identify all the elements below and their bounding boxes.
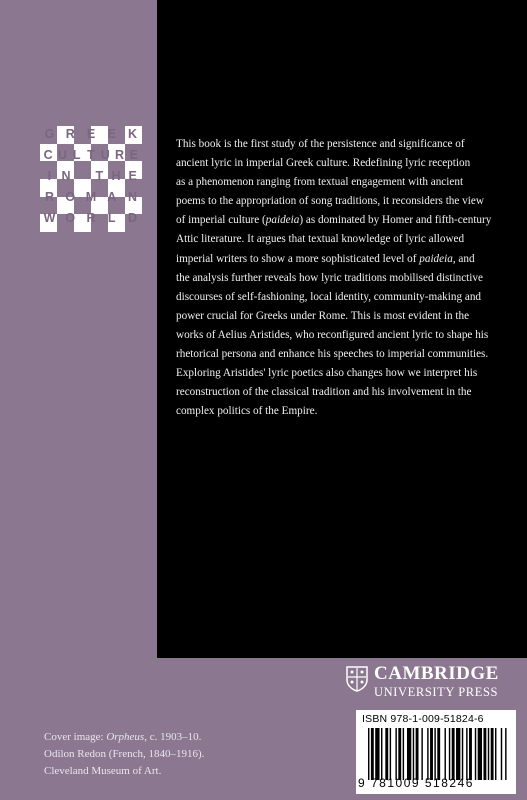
logo-letter: N <box>127 190 138 204</box>
blurb-line: of imperial culture (paideia) as dominated by Homer and fifth-century <box>176 214 492 227</box>
logo-word-row <box>40 210 142 228</box>
publisher-subtitle: UNIVERSITY PRESS <box>374 685 499 699</box>
logo-letter: A <box>107 190 117 204</box>
barcode-bar <box>437 728 440 780</box>
barcode-bar <box>381 728 382 780</box>
blurb-line: discourses of self-fashioning, local identity, community-making and <box>176 290 482 303</box>
barcode-bar <box>452 728 455 780</box>
logo-letter: E <box>128 169 137 183</box>
logo-letter: D <box>127 211 138 225</box>
cover-image-credit <box>44 729 204 780</box>
logo-letter: L <box>107 211 116 225</box>
credit-line-2: Odilon Redon (French, 1840–1916). <box>44 748 205 760</box>
blurb-line: This book is the first study of the persistence and significance of <box>176 138 465 150</box>
credit-artwork-title: Orpheus <box>106 731 145 743</box>
blurb-line: works of Aelius Aristides, who reconfigured ancient lyric to shape his <box>176 328 489 341</box>
barcode-bar <box>413 728 414 780</box>
barcode-bar <box>483 728 486 780</box>
logo-letter: K <box>127 127 138 141</box>
blurb-line: imperial writers to show a more sophisticated level of paideia, and <box>176 252 475 265</box>
logo-letter: C <box>43 148 53 162</box>
logo-letter: U <box>100 148 110 162</box>
blurb-line: reconstruction of the classical tradition and his involvement in the <box>176 386 472 399</box>
logo-letter: T <box>95 169 104 183</box>
barcode-bar <box>478 728 482 780</box>
publisher-name: CAMBRIDGE <box>374 663 499 684</box>
logo-letter: G <box>44 127 55 141</box>
blurb-line: power crucial for Greeks under Rome. This is most evident in the <box>176 309 470 322</box>
logo-letter: U <box>57 148 67 162</box>
blurb-line: the analysis further reveals how lyric traditions mobilised distinctive <box>176 271 483 284</box>
blurb-line: Attic literature. It argues that textual knowledge of lyric allowed <box>176 233 465 246</box>
series-logo-greek-culture-roman-world <box>40 126 142 232</box>
barcode-bar <box>416 728 419 780</box>
logo-letter <box>74 168 91 186</box>
blurb-line: Exploring Aristides' lyric poetics also changes how we interpret his <box>176 367 478 380</box>
barcode-bar <box>371 728 374 780</box>
logo-letter: M <box>85 190 97 204</box>
barcode-bar <box>449 728 450 780</box>
credit-prefix: Cover image: <box>44 731 107 743</box>
barcode-bar <box>488 728 489 780</box>
logo-letter: I <box>47 169 52 183</box>
barcode-bar <box>430 728 433 780</box>
blurb-line: complex politics of the Empire. <box>176 405 318 418</box>
credit-date: , c. 1903–10. <box>144 731 202 743</box>
logo-word-row <box>40 168 142 186</box>
blurb-line: poems to the appropriation of song traditions, it reconsiders the view <box>176 195 484 208</box>
blurb-line: rhetorical persona and enhance his speeches to imperial communities. <box>176 348 489 361</box>
logo-letter: E <box>107 127 116 141</box>
logo-letter: E <box>129 148 138 162</box>
barcode-bar <box>421 728 422 780</box>
blurb-line: as a phenomenon ranging from textual engagement with ancient <box>176 176 464 189</box>
barcode-bar <box>368 728 369 780</box>
barcode-digits: 9 781009 518246 <box>358 776 474 790</box>
barcode-bar <box>495 728 496 780</box>
credit-line-3: Cleveland Museum of Art. <box>44 765 162 777</box>
logo-letter: H <box>111 169 121 183</box>
logo-letter: T <box>87 148 95 162</box>
publisher-logo <box>346 663 516 705</box>
barcode-bar <box>398 728 401 780</box>
barcode-bar <box>491 728 494 780</box>
logo-word-row <box>40 147 142 165</box>
logo-word-row <box>40 189 142 207</box>
barcode-bar <box>444 728 445 780</box>
barcode-bar <box>505 728 506 780</box>
logo-letter: E <box>86 127 96 141</box>
barcode-bar <box>456 728 460 780</box>
barcode-bar <box>462 728 463 780</box>
logo-letter: R <box>115 148 125 162</box>
logo-letter: O <box>65 211 76 225</box>
barcode-bar <box>385 728 388 780</box>
barcode-bar <box>427 728 428 780</box>
barcode-bar <box>475 728 476 780</box>
left-color-band <box>0 0 157 658</box>
barcode-bars <box>368 728 508 780</box>
barcode-bar <box>395 728 396 780</box>
barcode-bar <box>375 728 379 780</box>
barcode-bar <box>469 728 472 780</box>
logo-letter: R <box>65 127 75 141</box>
barcode-bar <box>434 728 435 780</box>
logo-word-row <box>40 126 142 144</box>
barcode-bar <box>403 728 404 780</box>
barcode-bar <box>501 728 502 780</box>
logo-letter: R <box>86 211 96 225</box>
isbn-label: ISBN 978-1-009-51824-6 <box>362 713 484 725</box>
logo-letter: O <box>65 190 76 204</box>
barcode-bar <box>466 728 467 780</box>
logo-letter: L <box>72 148 81 162</box>
barcode-bar <box>407 728 411 780</box>
credit-line-1 <box>44 729 204 746</box>
blurb-line: ancient lyric in imperial Greek culture. Redefining lyric reception <box>176 157 471 170</box>
barcode-bar <box>390 728 391 780</box>
isbn-barcode <box>356 710 516 794</box>
shield-crest-icon <box>346 666 368 692</box>
logo-letter: W <box>43 211 56 225</box>
logo-letter: R <box>44 190 55 204</box>
logo-letter: N <box>61 169 71 183</box>
back-cover-blurb <box>176 135 498 421</box>
